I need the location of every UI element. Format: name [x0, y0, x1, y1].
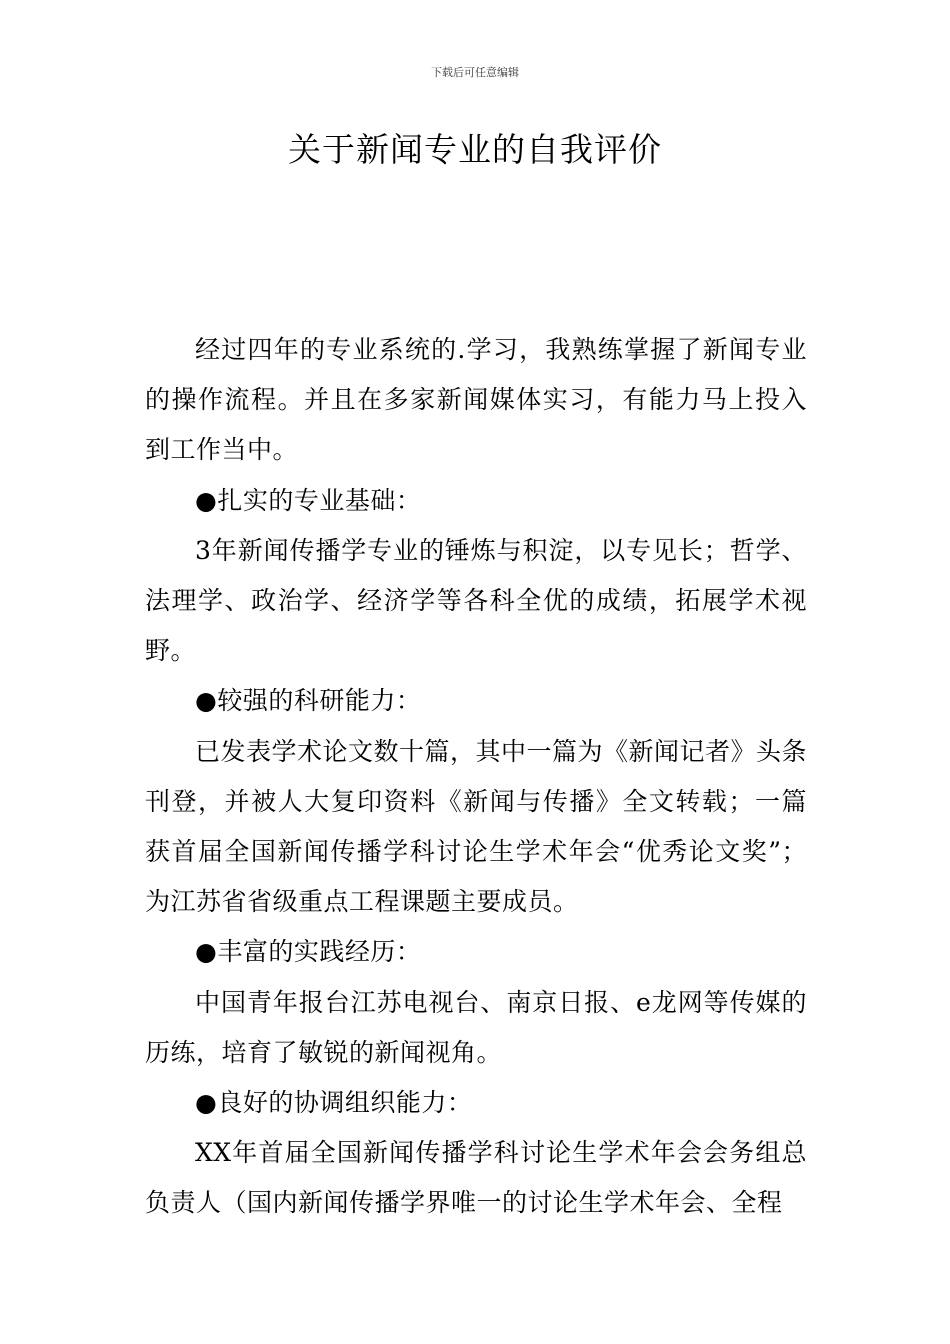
paragraph-research: 已发表学术论文数十篇，其中一篇为《新闻记者》头条刊登，并被人大复印资料《新闻与传播》全文转载；一篇获首届全国新闻传播学科讨论生学术年会“优秀论文奖”；为江苏省省级重点工程课题主要成员。 [145, 736, 808, 917]
section-heading-practice: ●丰富的实践经历： [195, 937, 422, 967]
paragraph-intro: 经过四年的专业系统的.学习，我熟练掌握了新闻专业的操作流程。并且在多家新闻媒体实习，有能力马上投入到工作当中。 [145, 335, 807, 465]
section-heading-foundation: ●扎实的专业基础： [195, 485, 422, 515]
paragraph-foundation: 3年新闻传播学专业的锤炼与积淀，以专见长；哲学、法理学、政治学、经济学等各科全优的成绩，拓展学术视野。 [145, 535, 807, 666]
document-title: 关于新闻专业的自我评价 [288, 130, 662, 169]
paragraph-coordination: XX年首届全国新闻传播学科讨论生学术年会会务组总负责人（国内新闻传播学界唯一的讨论生学术年会、全程 [145, 1138, 807, 1218]
section-heading-research: ●较强的科研能力： [195, 686, 422, 716]
header-note: 下载后可任意编辑 [431, 66, 519, 79]
document-body [145, 325, 807, 1229]
section-heading-coordination: ●良好的协调组织能力： [195, 1088, 473, 1118]
paragraph-practice: 中国青年报台江苏电视台、南京日报、e龙网等传媒的历练，培育了敏锐的新闻视角。 [145, 987, 807, 1067]
